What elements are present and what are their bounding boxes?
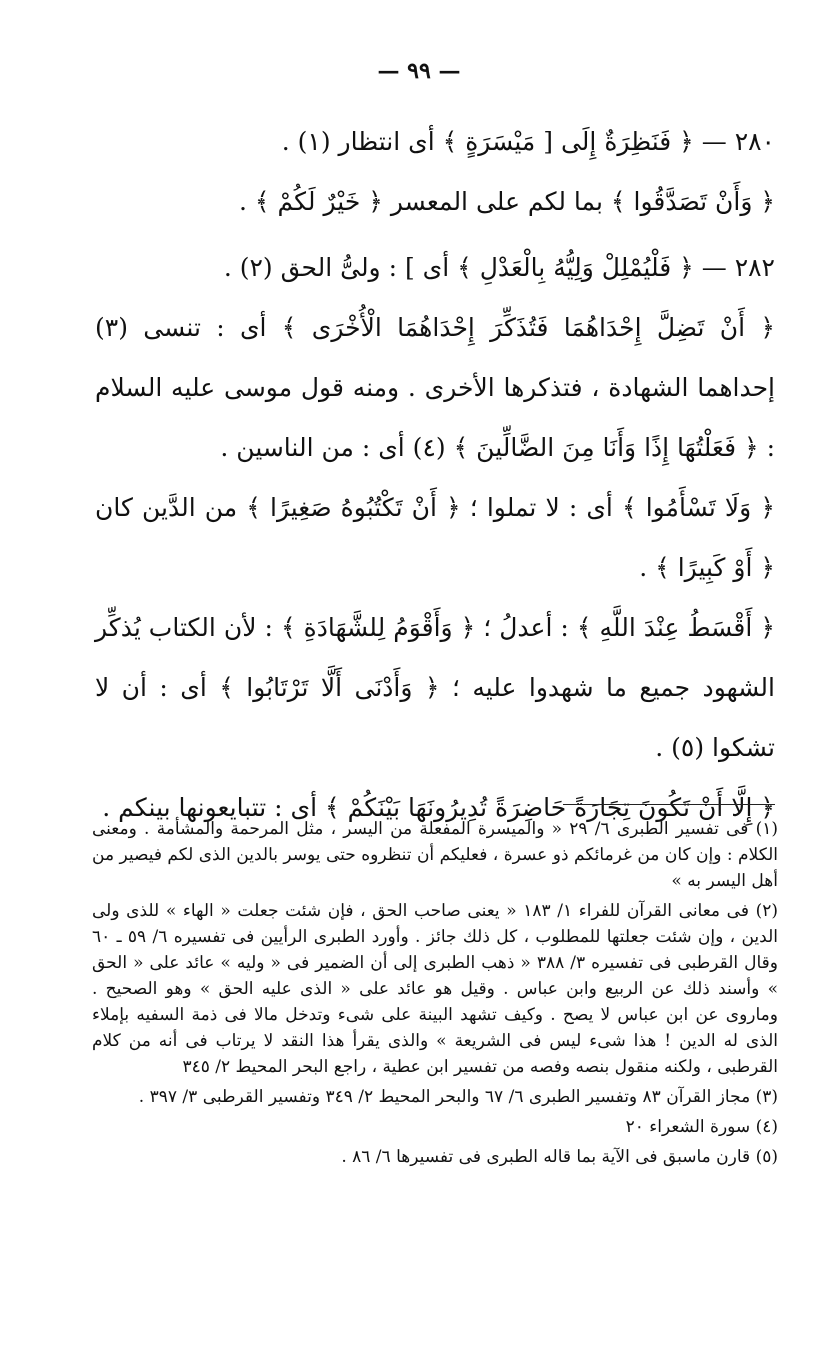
page-number: — ٩٩ —: [377, 58, 461, 84]
verse-280-note: ٢٨٠ — ﴿ فَنَظِرَةٌ إِلَى [ مَيْسَرَةٍ ﴾ أى انتظار (١) .: [281, 127, 775, 156]
footnote-2: (٢) فى معانى القرآن للفراء ١/ ١٨٣ « يعنى صاحب الحق ، فإن شئت جعلت « الهاء » للذى ولى الدين ، وإن شئت جعلتها للمطلوب ، كل ذلك جائز . وأورد الطبرى الرأيين فى تفسيره ٦/ ٥٩ ـ ٦٠ وقال القرطبى فى تفسيره ٣/ ٣٨٨ « ذهب الطبرى إلى أن الضمير فى « وليه » عائد على « الحق » وأسند ذلك عن الربيع وابن عباس . وقيل هو عائد على « الذى عليه الحق » وهو الصحيح . وماروى عن ابن عباس لا يصح . وكيف تشهد البينة على شىء وتدخل مالا فى ذمة السفيه بإملاء الذى له الدين ! هذا شىء ليس فى الشريعة » والذى يقرأ هذا النقد لا يرتاب فى أنه من كلام القرطبى ، ولكنه منقول بنصه وفصه من تفسير ابن عطية ، راجع البحر المحيط ٢/ ٣٤٥: [92, 901, 778, 1077]
verse-282-note-5: ﴿ إِلَّا أَنْ تَكُونَ تِجَارَةً حَاضِرَةً تُدِيرُونَهَا بَيْنَكُمْ ﴾ أى : تتبايعونها بينكم .: [102, 793, 775, 822]
footnote-1: (١) فى تفسير الطبرى ٦/ ٢٩ « والميسرة المفعلة من اليسر ، مثل المرحمة والمشأمة . ومعنى الكلام : وإن كان من غرمائكم ذو عسرة ، فعليكم أن تنظروه حتى يوسر بالدين الذى لكم فيصير من أهل اليسر به »: [92, 819, 778, 891]
footnote-divider: [563, 804, 775, 805]
footnote-5: (٥) قارن ماسبق فى الآية بما قاله الطبرى فى تفسيرها ٦/ ٨٦ .: [341, 1147, 778, 1167]
footnotes: [92, 816, 778, 1174]
footnote-4: (٤) سورة الشعراء ٢٠: [625, 1117, 778, 1137]
verse-282-note: ٢٨٢ — ﴿ فَلْيُمْلِلْ وَلِيُّهُ بِالْعَدْلِ ﴾ أى ] : ولىُّ الحق (٢) .: [223, 253, 775, 282]
footnote-3: (٣) مجاز القرآن ٨٣ وتفسير الطبرى ٦/ ٦٧ والبحر المحيط ٢/ ٣٤٩ وتفسير القرطبى ٣/ ٣٩٧ .: [138, 1087, 778, 1107]
verse-282-note-3: ﴿ وَلَا تَسْأَمُوا ﴾ أى : لا تملوا ؛ ﴿ أَنْ تَكْتُبُوهُ صَغِيرًا ﴾ من الدَّين كان ﴿ أَوْ كَبِيرًا ﴾ .: [95, 493, 775, 582]
verse-282-note-2: ﴿ أَنْ تَضِلَّ إِحْدَاهُمَا فَتُذَكِّرَ إِحْدَاهُمَا الْأُخْرَى ﴾ أى : تنسى (٣) إحداهما الشهادة ، فتذكرها الأخرى . ومنه قول موسى عليه السلام : ﴿ فَعَلْتُهَا إِذًا وَأَنَا مِنَ الضَّالِّينَ ﴾ (٤) أى : من الناسين .: [95, 313, 775, 462]
main-text: [95, 112, 775, 838]
verse-282-note-4: ﴿ أَقْسَطُ عِنْدَ اللَّهِ ﴾ : أعدلُ ؛ ﴿ وَأَقْوَمُ لِلشَّهَادَةِ ﴾ : لأن الكتاب يُذكِّر الشهود جميع ما شهدوا عليه ؛ ﴿ وَأَدْنَى أَلَّا تَرْتَابُوا ﴾ أى : أن لا تشكوا (٥) .: [95, 613, 775, 762]
verse-280-note-2: ﴿ وَأَنْ تَصَدَّقُوا ﴾ بما لكم على المعسر ﴿ خَيْرٌ لَكُمْ ﴾ .: [239, 187, 775, 216]
